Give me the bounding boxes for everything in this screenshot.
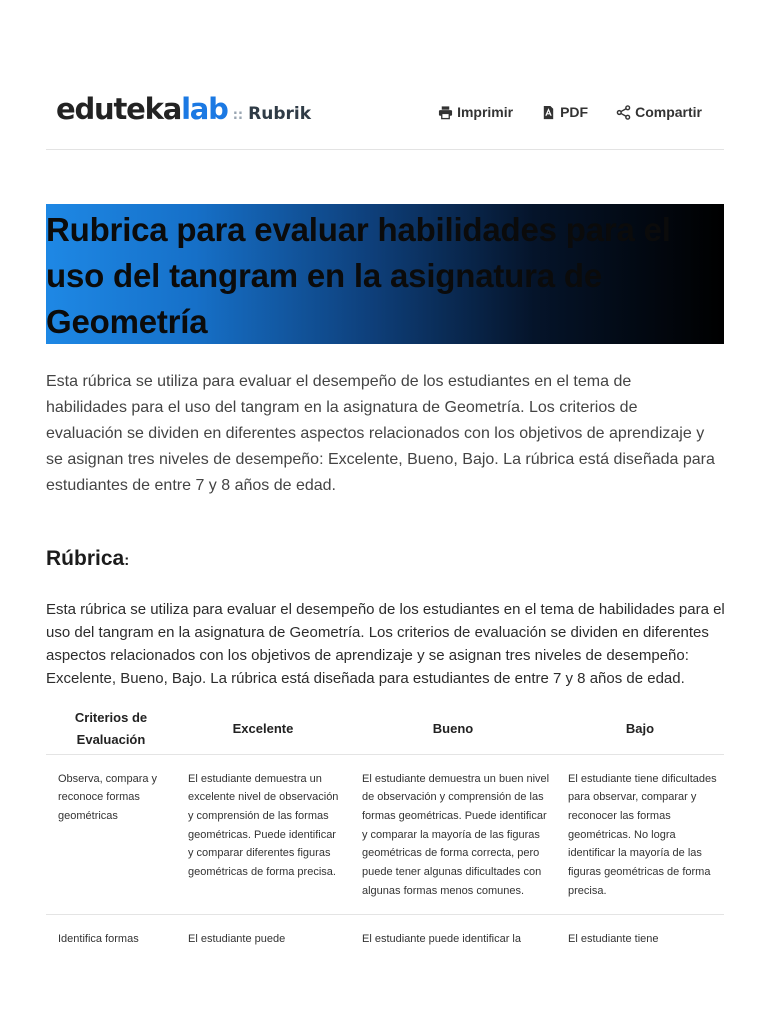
page-title: Rubrica para evaluar habilidades para el uso del tangram en la asignatura de Geometría [46, 211, 671, 340]
rubric-description: Esta rúbrica se utiliza para evaluar el desempeño de los estudiantes en el tema de habilidades para el uso del tangram en la asignatura de Geometría. Los criterios de evaluación se dividen en diferentes aspectos relacionados con los objetivos de aprendizaje y se asignan tres niveles de desempeño: Excelente, Bueno, Bajo. La rúbrica está diseñada para estudiantes de entre 7 y 8 años de edad. [46, 601, 725, 687]
share-icon [616, 105, 631, 120]
header-actions [438, 104, 702, 120]
printer-icon [438, 105, 453, 120]
rubric-heading-text: Rúbrica [46, 547, 125, 570]
title-banner [46, 204, 724, 344]
logo-eduteka-text: eduteka [56, 92, 182, 126]
print-label: Imprimir [457, 104, 514, 120]
rubric-heading-colon: : [124, 552, 130, 569]
criterion-cell: Observa, compara y reconoce formas geométricas [46, 754, 176, 915]
logo-separator: :: [232, 108, 244, 123]
bueno-cell: El estudiante puede identificar la [362, 933, 521, 946]
intro-paragraph: Esta rúbrica se utiliza para evaluar el desempeño de los estudiantes en el tema de habilidades para el uso del tangram en la asignatura de Geometría. Los criterios de evaluación se dividen en diferentes aspectos relacionados con los objetivos de aprendizaje y se asignan tres niveles de desempeño: Excelente, Bueno, Bajo. La rúbrica está diseñada para estudiantes de entre 7 y 8 años de edad. [46, 373, 715, 494]
header-bueno: Bueno [350, 704, 556, 754]
criterion-cell: Identifica formas [58, 933, 139, 946]
bueno-cell: El estudiante demuestra un buen nivel de observación y comprensión de las formas geométricas. Puede identificar y comparar la mayoría de las figuras geométricas de forma correcta, pero puede tener algunas dificultades con algunas formas menos comunes. [350, 754, 556, 915]
logo-rubrik-text: Rubrik [248, 104, 312, 124]
header-bajo: Bajo [556, 704, 724, 754]
site-header [46, 84, 724, 150]
share-button[interactable] [616, 104, 702, 120]
print-button[interactable] [438, 104, 513, 120]
logo-lab-text: lab [181, 92, 228, 126]
pdf-file-icon [541, 105, 556, 120]
rubric-table [46, 704, 724, 963]
edutekalab-rubrik-logo[interactable] [56, 92, 311, 126]
pdf-button[interactable] [541, 104, 588, 120]
bajo-cell: El estudiante tiene dificultades para observar, comparar y reconocer las formas geométricas. No logra identificar la mayoría de las figuras geométricas de forma precisa. [556, 754, 724, 915]
bajo-cell: El estudiante tiene [568, 933, 659, 946]
pdf-label: PDF [560, 104, 589, 120]
excelente-cell: El estudiante puede [188, 933, 286, 946]
rubric-section-heading [46, 547, 129, 571]
share-label: Compartir [635, 104, 702, 120]
header-excelente: Excelente [176, 704, 350, 754]
table-row [46, 754, 724, 915]
excelente-cell: El estudiante demuestra un excelente nivel de observación y comprensión de las formas geométricas. Puede identificar y comparar diferentes figuras geométricas de forma precisa. [176, 754, 350, 915]
header-criteria: Criterios de Evaluación [46, 704, 176, 754]
table-row [46, 915, 724, 963]
rubric-header-row [46, 704, 724, 754]
